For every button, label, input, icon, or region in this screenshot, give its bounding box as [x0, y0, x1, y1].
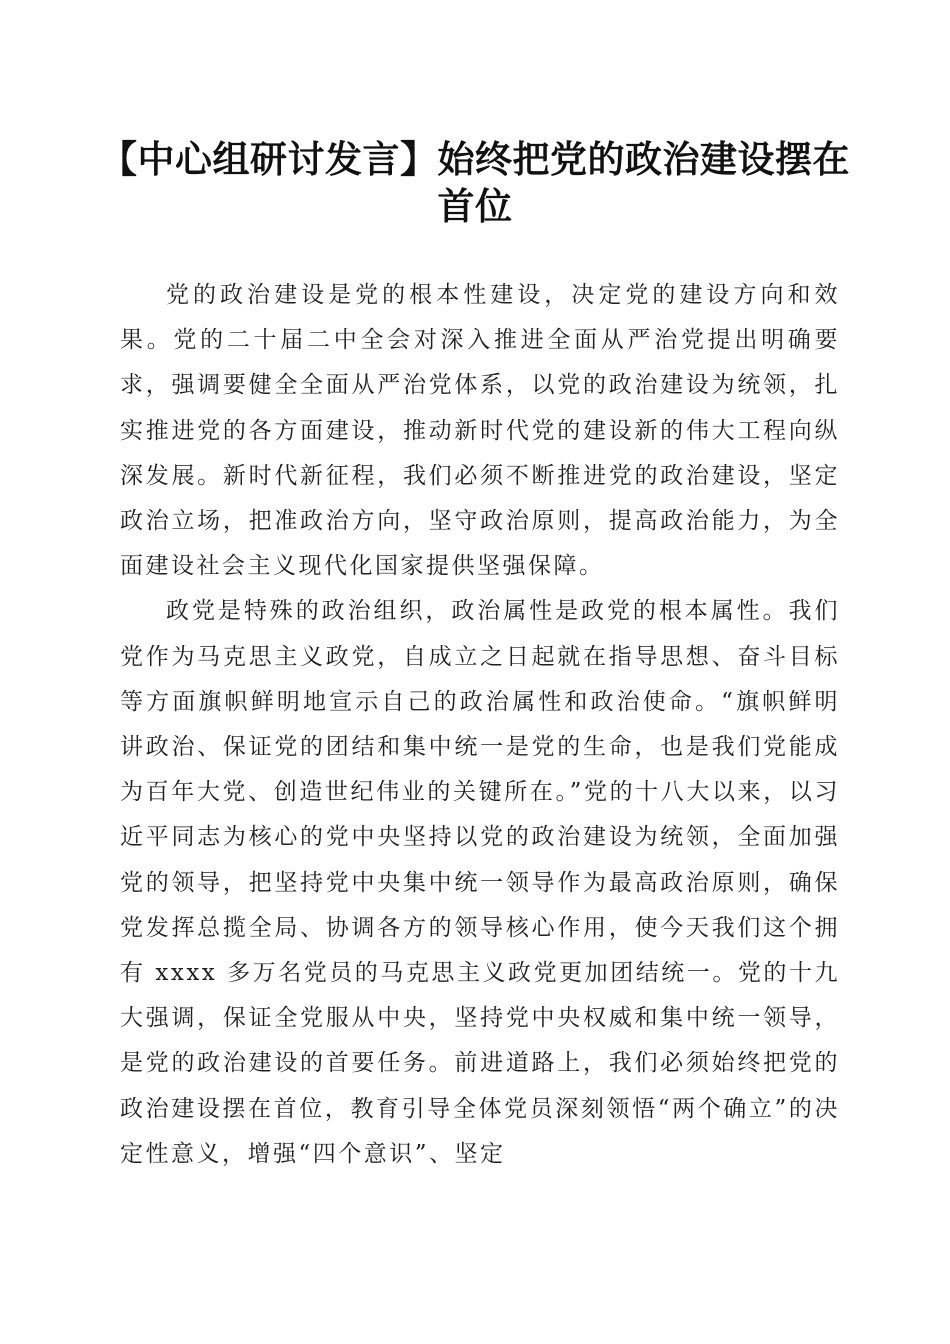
document-title: 【中心组研讨发言】始终把党的政治建设摆在首位 — [100, 138, 850, 228]
paragraph-2: 政党是特殊的政治组织，政治属性是政党的根本属性。我们党作为马克思主义政党，自成立之日起就在指导思想、奋斗目标等方面旗帜鲜明地宣示自己的政治属性和政治使命。“旗帜鲜明讲政治、保证党的团结和集中统一是党的生命，也是我们党能成为百年大党、创造世纪伟业的关键所在。”党的十八大以来，以习近平同志为核心的党中央坚持以党的政治建设为统领，全面加强党的领导，把坚持党中央集中统一领导作为最高政治原则，确保党发挥总揽全局、协调各方的领导核心作用，使今天我们这个拥有 xxxx 多万名党员的马克思主义政党更加团结统一。党的十九大强调，保证全党服从中央，坚持党中央权威和集中统一领导，是党的政治建设的首要任务。前进道路上，我们必须始终把党的政治建设摆在首位，教育引导全体党员深刻领悟“两个确立”的决定性意义，增强“四个意识”、坚定 — [120, 598, 840, 1167]
document-body — [120, 273, 840, 1177]
paragraph-1: 党的政治建设是党的根本性建设，决定党的建设方向和效果。党的二十届二中全会对深入推进全面从严治党提出明确要求，强调要健全全面从严治党体系，以党的政治建设为统领，扎实推进党的各方面建设，推动新时代党的建设新的伟大工程向纵深发展。新时代新征程，我们必须不断推进党的政治建设，坚定政治立场，把准政治方向，坚守政治原则，提高政治能力，为全面建设社会主义现代化国家提供坚强保障。 — [120, 282, 840, 580]
